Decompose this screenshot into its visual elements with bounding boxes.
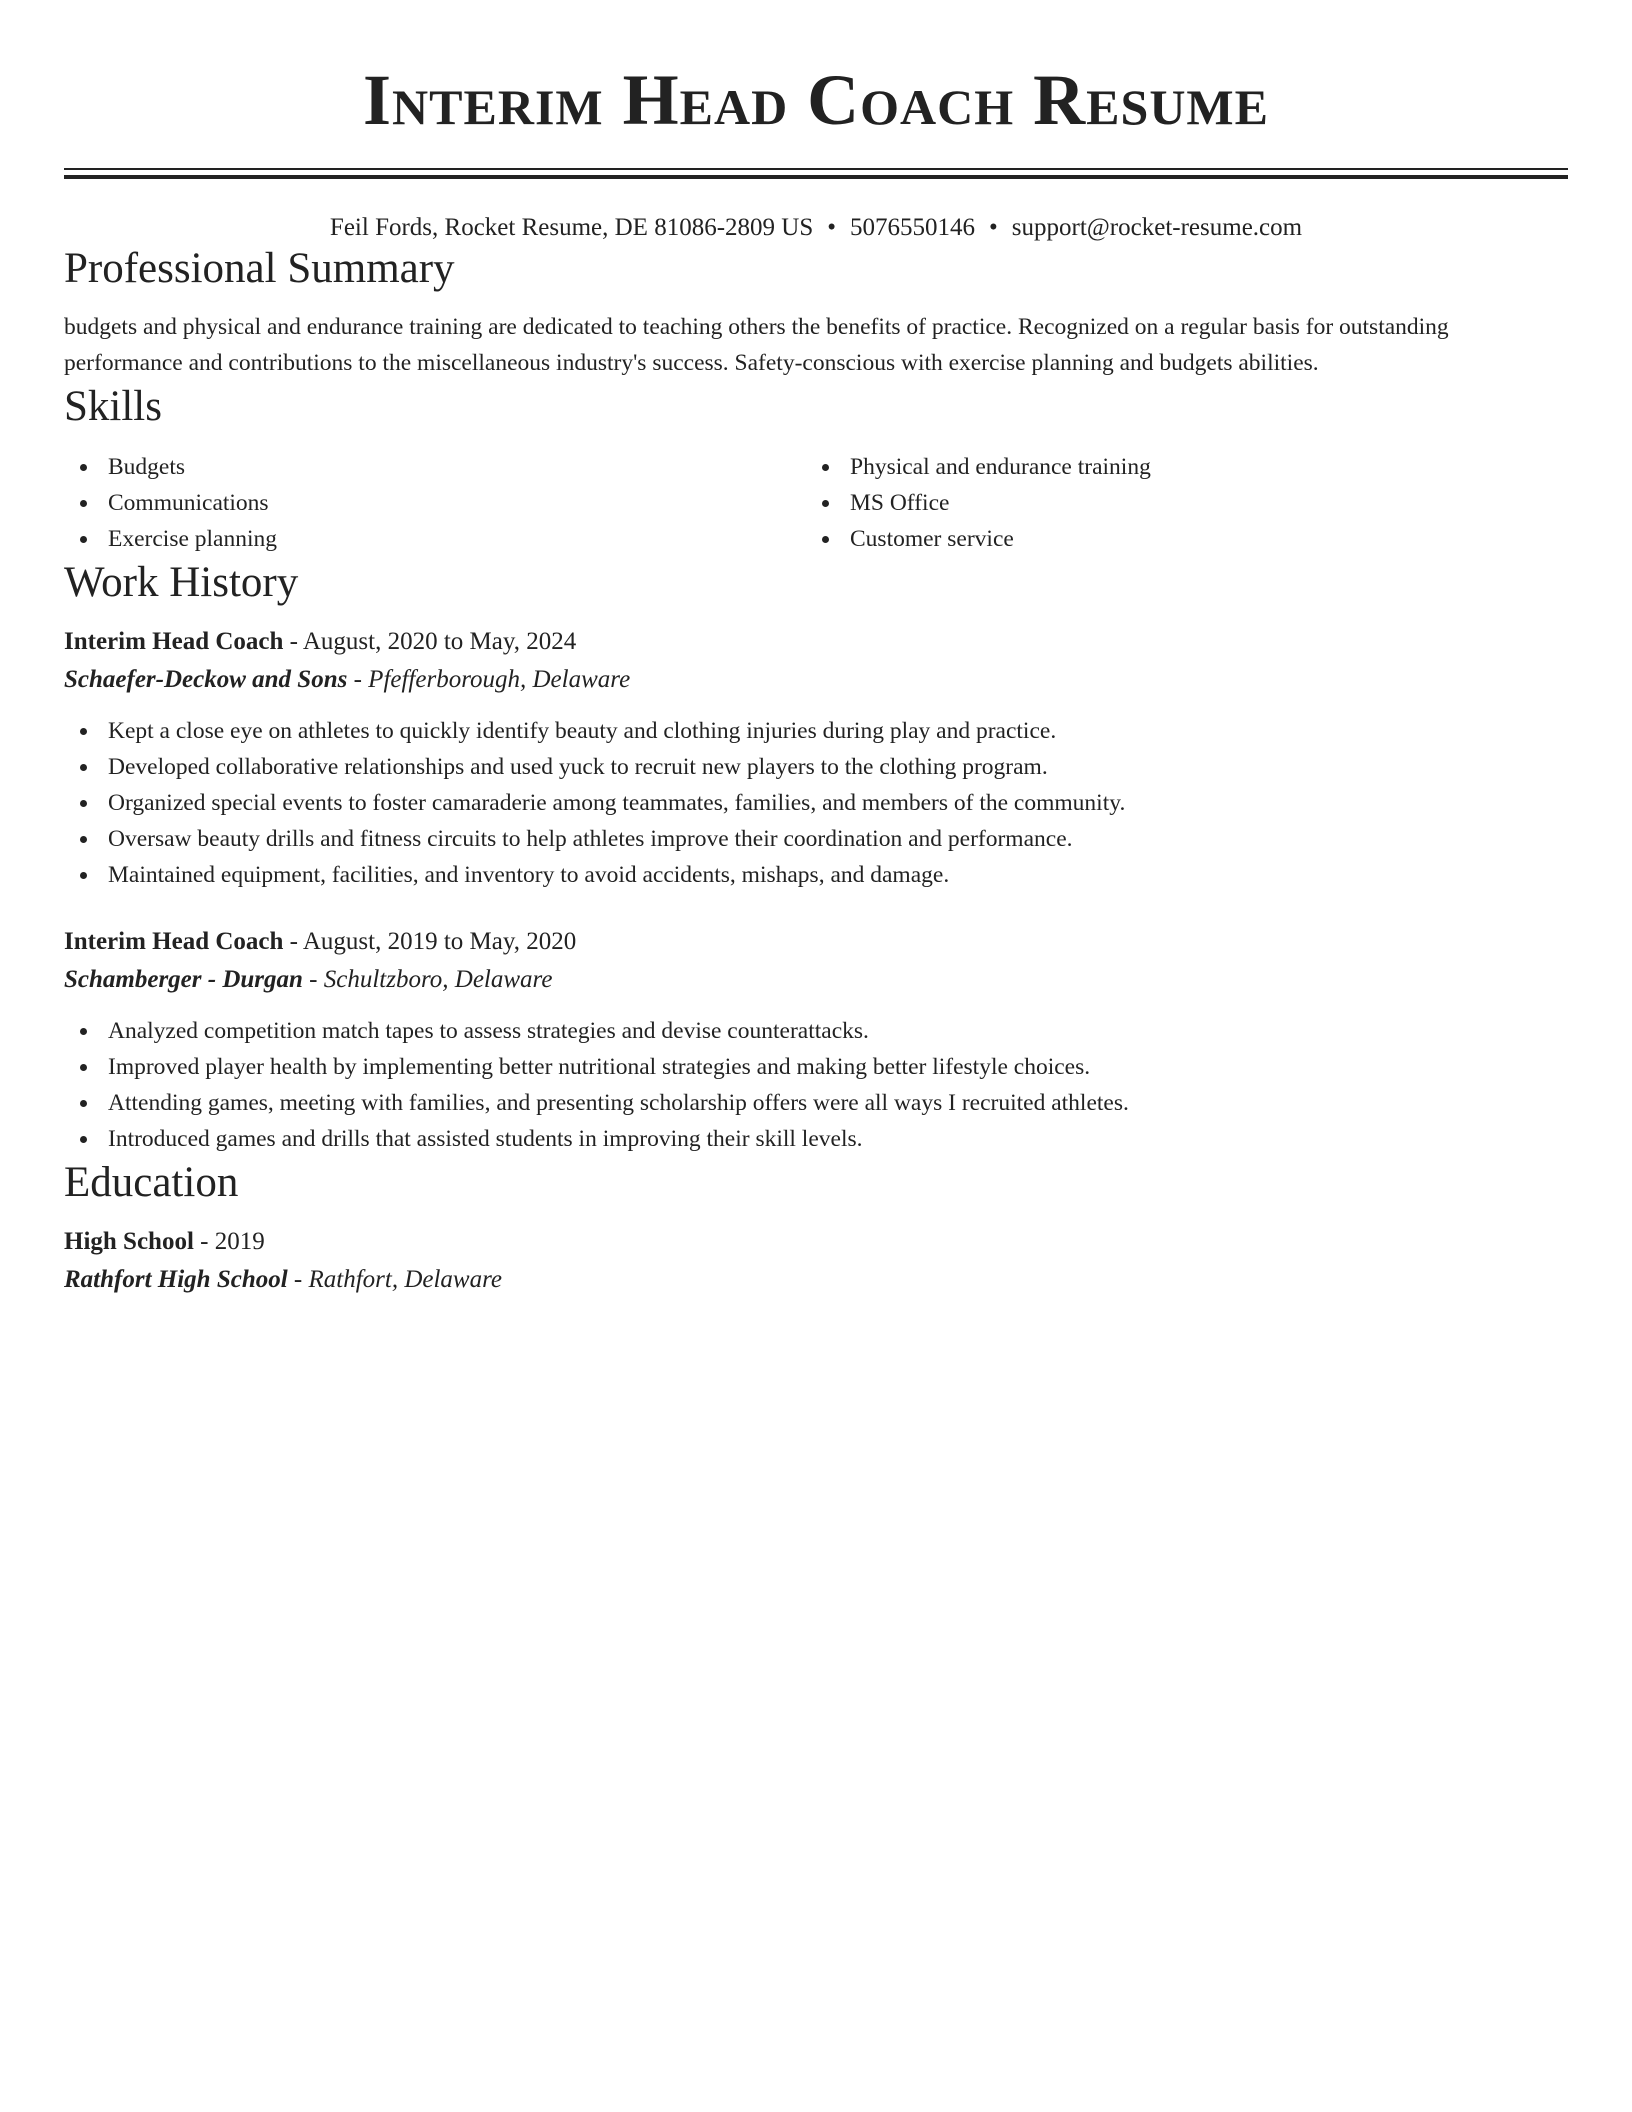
job-company: Schaefer-Deckow and Sons — [64, 666, 348, 693]
education-school: Rathfort High School — [64, 1266, 288, 1293]
work-history-heading: Work History — [64, 559, 299, 606]
job-entry — [64, 923, 1568, 1157]
job-employer: Schaefer-Deckow and Sons - Pfefferborough, Delaware — [64, 666, 631, 693]
education-location: Rathfort, Delaware — [308, 1266, 503, 1293]
job-company: Schamberger - Durgan — [64, 966, 303, 993]
skill-item: Communications — [64, 485, 806, 521]
skill-item: Physical and endurance training — [806, 449, 1548, 485]
job-title: Interim Head Coach — [64, 928, 284, 955]
contact-line — [64, 213, 1568, 243]
job-entry — [64, 623, 1568, 893]
skills-list — [64, 449, 1568, 557]
contact-separator: • — [827, 214, 837, 241]
job-bullets — [64, 1013, 1568, 1157]
skills-heading: Skills — [64, 383, 162, 430]
job-heading: Interim Head Coach - August, 2019 to May, 2020 — [64, 928, 577, 955]
contact-address: Feil Fords, Rocket Resume, DE 81086-2809 US — [329, 214, 814, 241]
job-bullet: Maintained equipment, facilities, and inventory to avoid accidents, mishaps, and damage. — [64, 857, 1568, 893]
job-heading: Interim Head Coach - August, 2020 to May, 2024 — [64, 628, 577, 655]
job-bullet: Analyzed competition match tapes to assess strategies and devise counterattacks. — [64, 1013, 1568, 1049]
education-year: 2019 — [214, 1228, 265, 1255]
skills-column-right — [806, 449, 1548, 557]
job-dates: August, 2019 to May, 2020 — [302, 928, 577, 955]
summary-text: budgets and physical and endurance training are dedicated to teaching others the benefits of practice. Recognized on a regular basis for outstanding performance and contributions to the miscellaneous industry's success. Safety-conscious with exercise planning and budgets abilities. — [64, 314, 1449, 376]
job-bullet: Developed collaborative relationships and used yuck to recruit new players to the clothing program. — [64, 749, 1568, 785]
job-employer: Schamberger - Durgan - Schultzboro, Delaware — [64, 966, 553, 993]
job-location: Pfefferborough, Delaware — [368, 666, 631, 693]
education-institution: Rathfort High School - Rathfort, Delaware — [64, 1266, 503, 1293]
job-dates: August, 2020 to May, 2024 — [302, 628, 577, 655]
skills-column-left — [64, 449, 806, 557]
contact-phone: 5076550146 — [850, 214, 976, 241]
education-heading: Education — [64, 1159, 239, 1206]
job-bullet: Improved player health by implementing better nutritional strategies and making better lifestyle choices. — [64, 1049, 1568, 1085]
skill-item: MS Office — [806, 485, 1548, 521]
education-degree: High School — [64, 1228, 194, 1255]
job-location: Schultzboro, Delaware — [323, 966, 553, 993]
skill-item: Customer service — [806, 521, 1548, 557]
job-bullet: Introduced games and drills that assisted students in improving their skill levels. — [64, 1121, 1568, 1157]
contact-email: support@rocket-resume.com — [1011, 214, 1303, 241]
skill-item: Exercise planning — [64, 521, 806, 557]
job-bullets — [64, 713, 1568, 893]
education-entry — [64, 1223, 1568, 1299]
summary-heading: Professional Summary — [64, 245, 455, 292]
resume-page — [64, 0, 1568, 1299]
title-divider-thick — [64, 175, 1568, 179]
contact-separator: • — [989, 214, 998, 241]
job-bullet: Oversaw beauty drills and fitness circuits to help athletes improve their coordination and performance. — [64, 821, 1568, 857]
job-bullet: Kept a close eye on athletes to quickly identify beauty and clothing injuries during play and practice. — [64, 713, 1568, 749]
skill-item: Budgets — [64, 449, 806, 485]
job-bullet: Organized special events to foster camaraderie among teammates, families, and members of the community. — [64, 785, 1568, 821]
job-title: Interim Head Coach — [64, 628, 284, 655]
education-heading-line: High School - 2019 — [64, 1228, 265, 1255]
title-divider-thin — [64, 168, 1568, 170]
job-bullet: Attending games, meeting with families, and presenting scholarship offers were all ways I recruited athletes. — [64, 1085, 1568, 1121]
resume-title: Interim Head Coach Resume — [363, 60, 1269, 140]
